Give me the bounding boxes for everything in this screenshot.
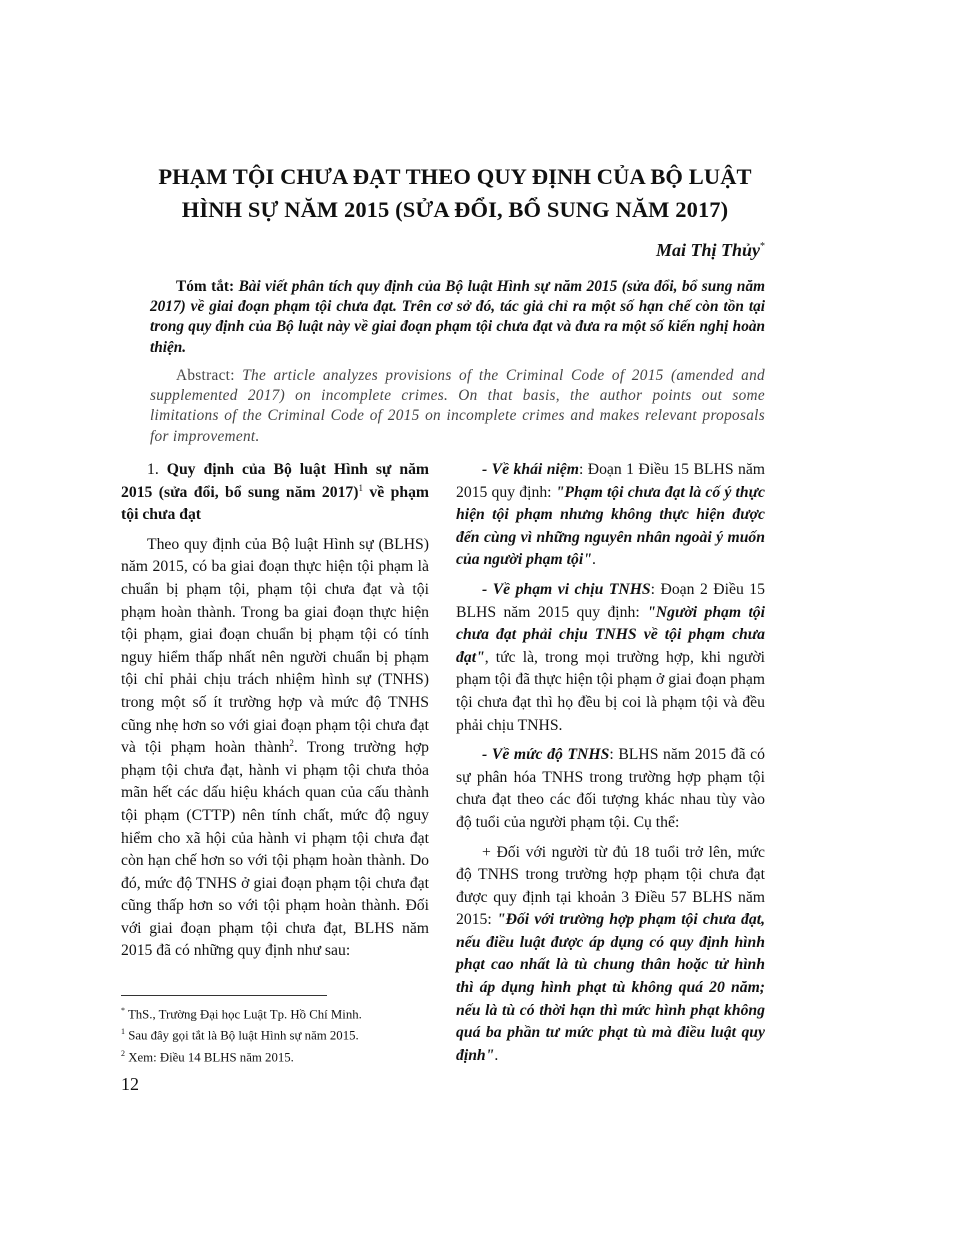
bullet-scope-quote: "Người phạm tội chưa đạt phải chịu TNHS về tội phạm chưa đạt" [456,603,766,666]
footnote-author-mark: * [121,1006,125,1015]
footnotes [121,1002,431,1066]
paragraph-1-part-b: . Trong trường hợp phạm tội chưa đạt, hành vi phạm tội chưa thỏa mãn hết các dấu hiệu khách quan của cấu thành tội phạm (CTTP) nên tính chất, mức độ nguy hiểm cho xã hội của hành vi phạm tội chưa đạt còn hạn chế hơn so với tội phạm hoàn thành. Do đó, mức độ TNHS ở giai đoạn phạm tội chưa đạt cũng thấp hơn so với tội phạm hoàn thành. Đối với giai đoạn phạm tội chưa đạt, BLHS năm 2015 đã có những quy định như sau: [121,739,429,960]
footnote-2 [121,1045,431,1066]
bullet-scope [456,579,765,737]
bullet-concept [456,459,765,572]
footnote-1-text: Sau đây gọi tắt là Bộ luật Hình sự năm 2015. [125,1028,359,1043]
sub-bullet-adults-end: . [494,1046,499,1064]
bullet-concept-text: : Đoạn 1 Điều 15 BLHS năm 2015 quy định: [456,461,765,501]
sub-bullet-adults-quote: "Đối với trường hợp phạm tội chưa đạt, nếu điều luật được áp dụng có quy định hình phạt cao nhất là tù chung thân hoặc tử hình thì áp dụng hình phạt tù không quá 20 năm; nếu là tù có thời hạn thì mức hình phạt không quá ba phần tư mức phạt tù mà điều luật quy định" [456,911,765,1064]
bullet-concept-label: - Về khái niệm [482,461,579,478]
author-name-text: Mai Thị Thủy [655,240,760,260]
footnote-1 [121,1023,431,1044]
bullet-scope-end: , tức là, trong mọi trường hợp, khi người phạm tội đã thực hiện tội phạm ở giai đoạn phạm tội chưa đạt thì họ đều bị coi là phạm tội và đều phải chịu TNHS. [456,648,765,734]
bullet-concept-quote: "Phạm tội chưa đạt là cố ý thực hiện tội phạm nhưng không thực hiện được đến cùng vì những nguyên nhân ngoài ý muốn của người phạm tội" [456,483,765,569]
footnote-ref-2: 2 [289,737,294,748]
footnote-ref-1: 1 [358,482,363,493]
abstract-vi-label: Tóm tắt: [176,278,235,295]
left-column [121,459,429,970]
bullet-degree-label: - Về mức độ TNHS [482,746,610,764]
section-heading-1 [121,459,429,527]
title-line-2: HÌNH SỰ NĂM 2015 (SỬA ĐỔI, BỔ SUNG NĂM 2017) [181,197,729,222]
bullet-degree [456,744,765,834]
title-line-1: PHẠM TỘI CHƯA ĐẠT THEO QUY ĐỊNH CỦA BỘ LUẬT [158,164,752,189]
bullet-scope-text: : Đoạn 2 Điều 15 BLHS năm 2015 quy định: [456,580,765,621]
footnote-2-mark: 2 [121,1048,125,1058]
right-column [456,459,765,1074]
author-name [500,240,765,261]
section-heading-tail: về phạm tội chưa đạt [121,483,430,524]
footnote-2-text: Xem: Điều 14 BLHS năm 2015. [125,1049,294,1064]
section-number: 1. [147,461,159,478]
sub-bullet-adults [456,842,765,1068]
footnote-author [121,1002,431,1023]
bullet-concept-end: . [591,551,596,569]
footnote-1-mark: 1 [121,1027,125,1037]
abstract-en-label: Abstract: [176,367,235,384]
paragraph-1 [121,534,429,963]
article-title [120,160,790,226]
abstract-en-text: The article analyzes provisions of the Criminal Code of 2015 (amended and supplemented 2017) on incomplete crimes. On that basis, the author points out some limitations of the Criminal Code of 2015 on incomplete crimes and makes relevant proposals for improvement. [150,367,765,445]
author-footnote-mark: * [760,241,765,252]
abstract-vi-text: Bài viết phân tích quy định của Bộ luật Hình sự năm 2015 (sửa đổi, bổ sung năm 2017) về giai đoạn phạm tội chưa đạt. Trên cơ sở đó, tác giả chỉ ra một số hạn chế còn tồn tại trong quy định của Bộ luật này về giai đoạn phạm tội chưa đạt và đưa ra một số kiến nghị hoàn thiện. [150,278,765,356]
bullet-degree-text: : BLHS năm 2015 đã có sự phân hóa TNHS trong trường hợp phạm tội chưa đạt theo các đối tượng khác nhau tùy vào độ tuổi của người phạm tội. Cụ thể: [456,746,765,831]
footnote-author-text: ThS., Trường Đại học Luật Tp. Hồ Chí Minh. [125,1007,362,1022]
sub-bullet-adults-text: + Đối với người từ đủ 18 tuổi trở lên, mức độ TNHS trong trường hợp phạm tội chưa đạt được quy định tại khoản 3 Điều 57 BLHS năm 2015: [456,843,765,929]
section-heading-text: Quy định của Bộ luật Hình sự năm 2015 (sửa đổi, bổ sung năm 2017) [121,461,430,501]
paragraph-1-part-a: Theo quy định của Bộ luật Hình sự (BLHS) năm 2015, có ba giai đoạn thực hiện tội phạm là chuẩn bị phạm tội, phạm tội chưa đạt và tội phạm hoàn thành. Trong ba giai đoạn thực hiện tội phạm, giai đoạn chuẩn bị phạm tội có tính nguy hiểm thấp nhất nên người chuẩn bị phạm tội chỉ phải chịu trách nhiệm hình sự (TNHS) trong một số ít trường hợp và mức độ TNHS cũng nhẹ hơn so với giai đoạn phạm tội chưa đạt và tội phạm hoàn thành [121,535,429,757]
bullet-scope-label: - Về phạm vi chịu TNHS [482,580,651,598]
page-number: 12 [121,1074,139,1094]
abstract-english [150,366,765,447]
abstract-vietnamese [150,277,765,358]
footnote-separator [121,995,327,996]
